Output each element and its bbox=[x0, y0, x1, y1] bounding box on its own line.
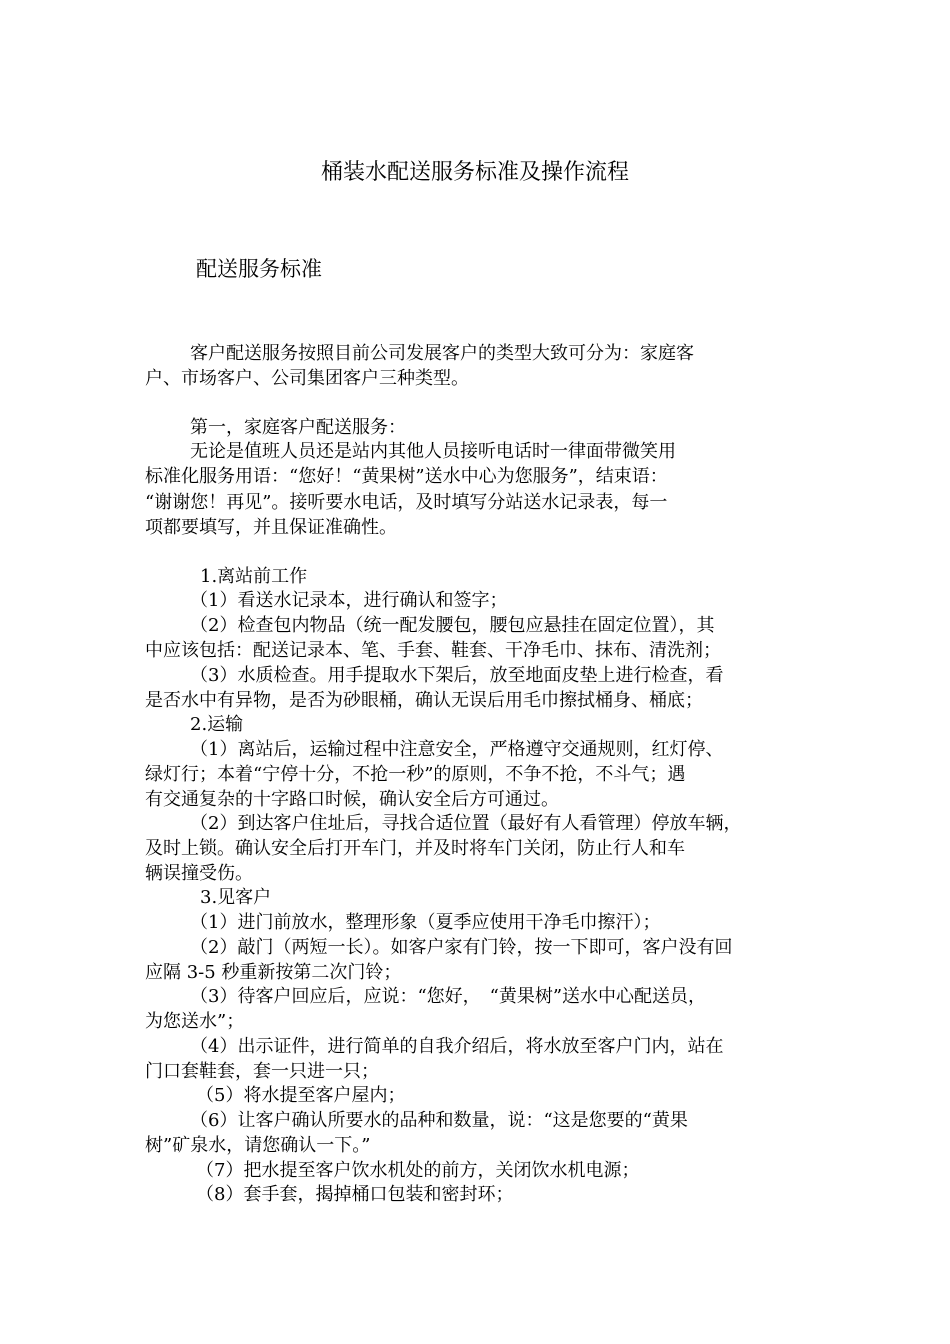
text-line: 及时上锁。确认安全后打开车门，并及时将车门关闭，防止行人和车 bbox=[145, 838, 685, 859]
text-line: 3.见客户 bbox=[200, 887, 272, 908]
text-line: 客户配送服务按照目前公司发展客户的类型大致可分为：家庭客 bbox=[190, 343, 694, 364]
text-line: 项都要填写，并且保证准确性。 bbox=[145, 517, 397, 538]
text-line: 门口套鞋套，套一只进一只； bbox=[145, 1061, 379, 1082]
text-line: 绿灯行；本着“宁停十分，不抢一秒”的原则，不争不抢，不斗气；遇 bbox=[145, 764, 686, 785]
text-line: 树”矿泉水，请您确认一下。” bbox=[145, 1135, 371, 1156]
text-line: 辆误撞受伤。 bbox=[145, 863, 253, 884]
text-line: 为您送水”； bbox=[145, 1011, 245, 1032]
text-line: （3）水质检查。用手提取水下架后，放至地面皮垫上进行检查，看 bbox=[190, 665, 724, 686]
text-line: （8）套手套，揭掉桶口包装和密封环； bbox=[196, 1184, 514, 1205]
text-line: 1.离站前工作 bbox=[200, 566, 308, 587]
text-line: （1）离站后，运输过程中注意安全，严格遵守交通规则，红灯停、 bbox=[190, 739, 724, 760]
text-line: （6）让客户确认所要水的品种和数量，说：“这是您要的“黄果 bbox=[190, 1110, 688, 1131]
text-line: （3）待客户回应后，应说：“您好， “黄果树”送水中心配送员， bbox=[190, 986, 707, 1007]
text-line: “谢谢您！再见”。接听要水电话，及时填写分站送水记录表，每一 bbox=[145, 492, 668, 513]
text-line: 有交通复杂的十字路口时候，确认安全后方可通过。 bbox=[145, 789, 559, 810]
text-line: 户、市场客户、公司集团客户三种类型。 bbox=[145, 368, 469, 389]
text-line: （1）看送水记录本，进行确认和签字； bbox=[190, 590, 508, 611]
text-line: （7）把水提至客户饮水机处的前方，关闭饮水机电源； bbox=[196, 1160, 640, 1181]
section-heading: 配送服务标准 bbox=[196, 257, 322, 281]
text-line: （2）到达客户住址后，寻找合适位置（最好有人看管理）停放车辆， bbox=[190, 813, 742, 834]
text-line: 是否水中有异物，是否为砂眼桶，确认无误后用毛巾擦拭桶身、桶底； bbox=[145, 690, 703, 711]
text-line: 应隔 3-5 秒重新按第二次门铃； bbox=[145, 962, 402, 983]
document-title: 桶装水配送服务标准及操作流程 bbox=[320, 160, 629, 185]
text-line: 标准化服务用语：“您好！“黄果树”送水中心为您服务”，结束语： bbox=[145, 466, 668, 487]
text-line: 无论是值班人员还是站内其他人员接听电话时一律面带微笑用 bbox=[190, 441, 676, 462]
text-line: （1）进门前放水，整理形象（夏季应使用干净毛巾擦汗）； bbox=[190, 912, 661, 933]
text-line: 2.运输 bbox=[190, 714, 244, 735]
text-line: （2）检查包内物品（统一配发腰包，腰包应悬挂在固定位置），其 bbox=[190, 615, 715, 636]
text-line: （4）出示证件，进行简单的自我介绍后，将水放至客户门内，站在 bbox=[190, 1036, 724, 1057]
text-line: 中应该包括：配送记录本、笔、手套、鞋套、干净毛巾、抹布、清洗剂； bbox=[145, 640, 721, 661]
text-line: （2）敲门（两短一长）。如客户家有门铃，按一下即可，客户没有回 bbox=[190, 937, 733, 958]
text-line: （5）将水提至客户屋内； bbox=[196, 1085, 406, 1106]
text-line: 第一，家庭客户配送服务： bbox=[190, 417, 406, 438]
